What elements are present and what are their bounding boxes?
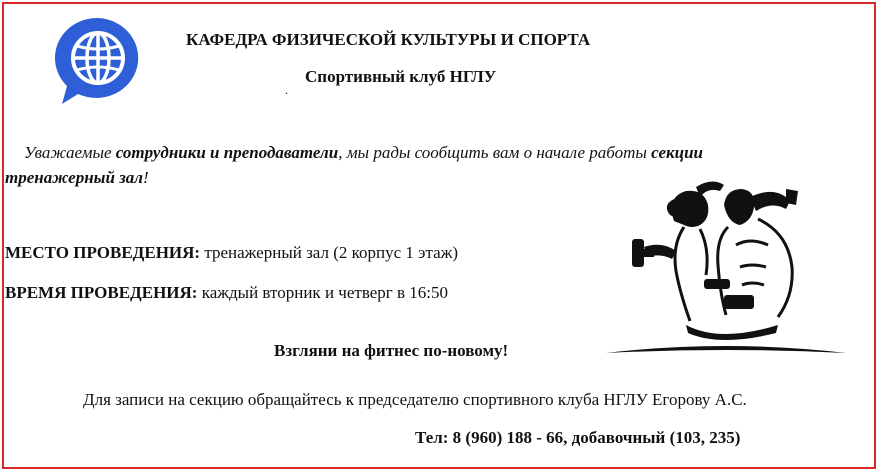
intro-line-1 [24, 143, 703, 163]
intro-text: ! [143, 168, 149, 187]
place-label: МЕСТО ПРОВЕДЕНИЯ: [5, 243, 201, 262]
intro-audience: сотрудники и преподаватели [115, 143, 339, 162]
stray-dot: . [285, 83, 288, 97]
time-line [5, 283, 448, 303]
time-label: ВРЕМЯ ПРОВЕДЕНИЯ: [5, 283, 198, 302]
fitness-couple-icon [600, 175, 850, 360]
place-value: тренажерный зал (2 корпус 1 этаж) [200, 243, 459, 262]
page-title: КАФЕДРА ФИЗИЧЕСКОЙ КУЛЬТУРЫ И СПОРТА [186, 30, 591, 49]
intro-gym: тренажерный зал [5, 168, 144, 187]
globe-icon [48, 14, 148, 106]
contact-info: Для записи на секцию обращайтесь к председателю спортивного клуба НГЛУ Егорову А.С. [83, 390, 747, 409]
slogan: Взгляни на фитнес по-новому! [274, 341, 509, 360]
place-line [5, 243, 458, 263]
time-value: каждый вторник и четверг в 16:50 [197, 283, 449, 302]
intro-section: секции [651, 143, 704, 162]
phone-number: Тел: 8 (960) 188 - 66, добавочный (103, 235) [415, 428, 741, 447]
page-subtitle: Спортивный клуб НГЛУ [305, 67, 497, 86]
intro-text: , мы рады сообщить вам о начале работы [338, 143, 652, 162]
intro-text: Уважаемые [24, 143, 116, 162]
intro-line-2 [5, 168, 149, 188]
